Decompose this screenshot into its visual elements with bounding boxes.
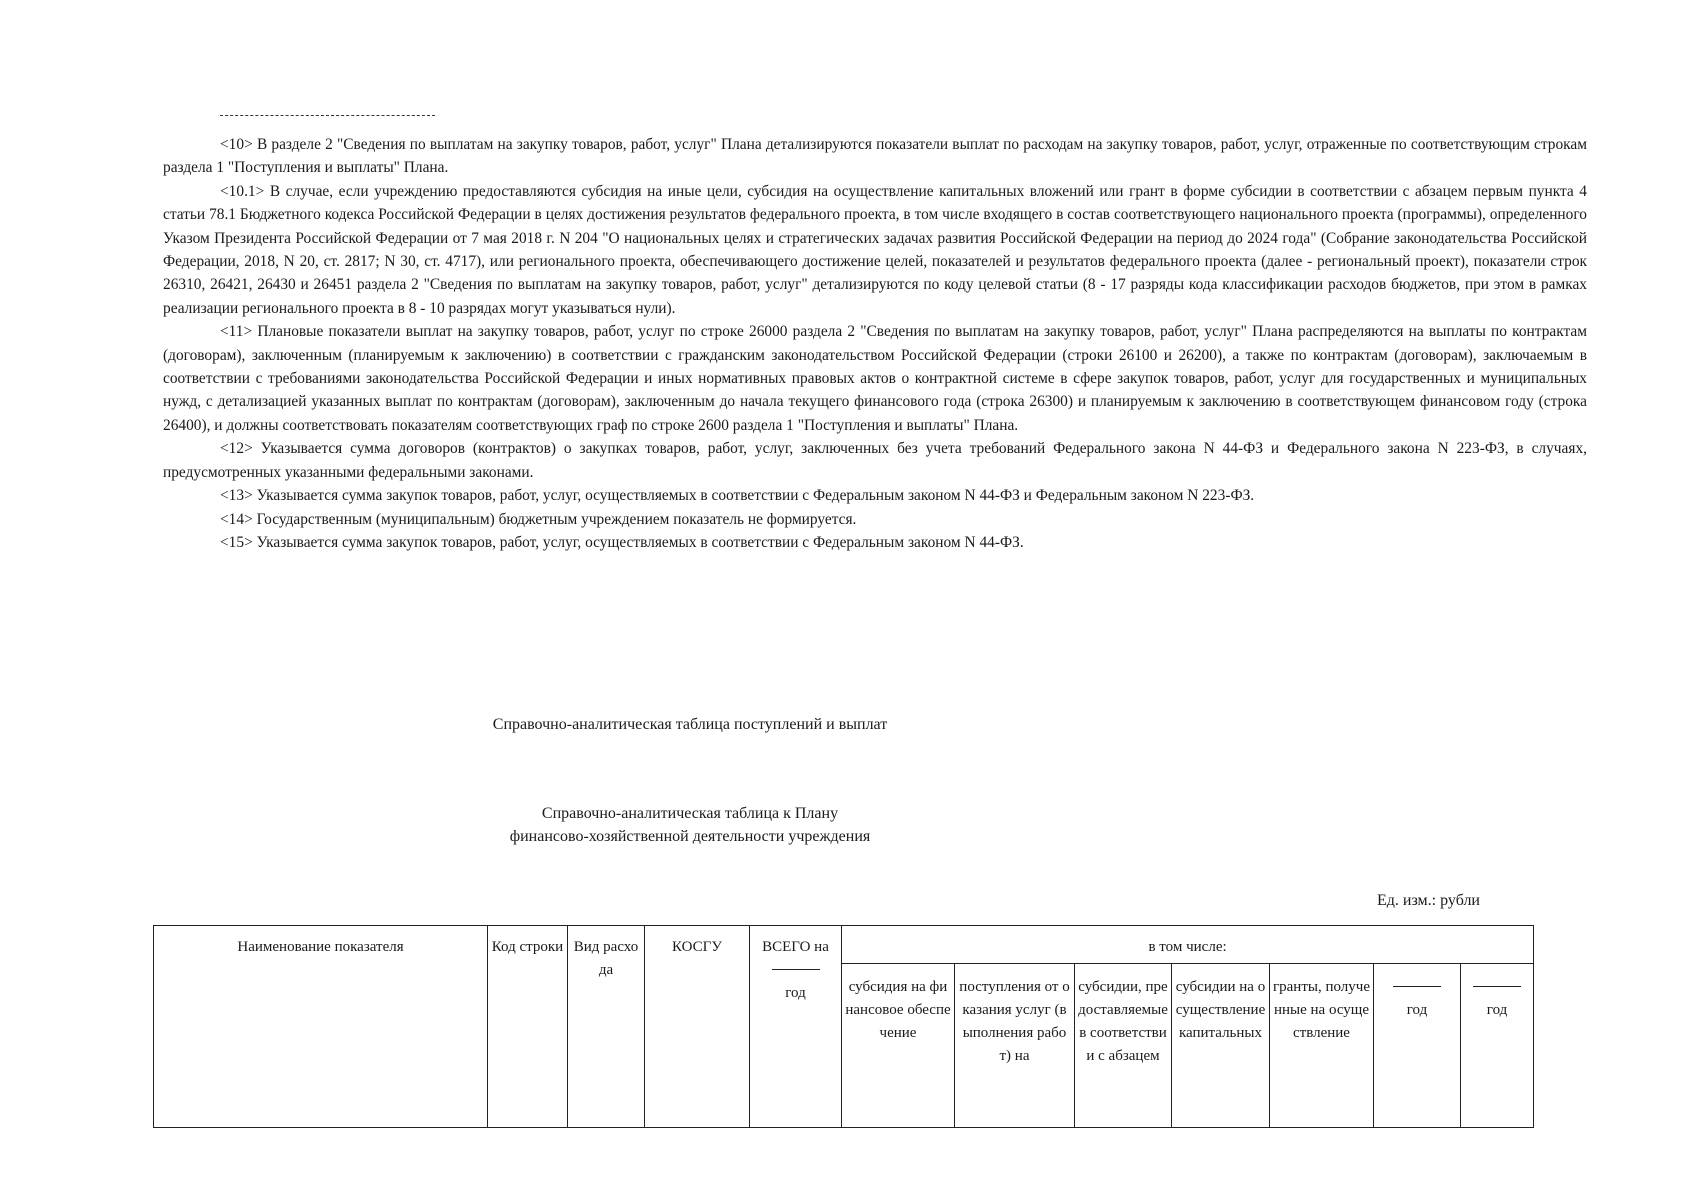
units-label: Ед. изм.: рубли: [1376, 892, 1480, 909]
header-grants: гранты, полученные на осуществление: [1270, 964, 1374, 1128]
header-year-1: [1374, 964, 1461, 1128]
year-blank: [1473, 986, 1521, 987]
header-including: в том числе:: [842, 926, 1534, 964]
table-title: [0, 802, 1380, 848]
footnote-11: <11> Плановые показатели выплат на закупку товаров, работ, услуг по строке 26000 раздела 2 "Сведения по выплатам на закупку товаров, работ, услуг" Плана распределяются на выплаты по контрактам (договорам), заключенным (планируемым к заключению) в соответствии с гражданским законодательством Российской Федерации (строки 26100 и 26200), а также по контрактам (договорам), заключаемым в соответствии с требованиями законодательства Российской Федерации и иных нормативных правовых актов о контрактной системе в сфере закупок товаров, работ, услуг для государственных и муниципальных нужд, с детализацией указанных выплат по контрактам (договорам), заключенным до начала текущего финансового года (строка 26300) и планируемым к заключению в соответствующем финансовом году (строка 26400), и должны соответствовать показателям соответствующих граф по строке 2600 раздела 1 "Поступления и выплаты" Плана.: [163, 323, 1587, 434]
header-line-code: Код строки: [488, 926, 568, 1128]
header-total-year: год: [785, 985, 806, 1001]
header-expense-type: Вид расхода: [568, 926, 645, 1128]
table-title-line-2: финансово-хозяйственной деятельности учреждения: [509, 828, 871, 845]
table-title-line-1: Справочно-аналитическая таблица к Плану: [541, 805, 839, 822]
footnote-14: <14> Государственным (муниципальным) бюджетным учреждением показатель не формируется.: [220, 510, 857, 528]
header-year-1-label: год: [1406, 1002, 1428, 1018]
footnote-13: <13> Указывается сумма закупок товаров, работ, услуг, осуществляемых в соответствии с Федеральным законом N 44-ФЗ и Федеральным законом N 223-ФЗ.: [220, 487, 1255, 505]
footnotes-block: [163, 133, 1587, 554]
header-subsidy-paragraph: субсидии, предоставляемые в соответствии с абзацем: [1075, 964, 1172, 1128]
footnote-12: <12> Указывается сумма договоров (контрактов) о закупках товаров, работ, услуг, заключенных без учета требований Федерального закона N 44-ФЗ и Федерального закона N 223-ФЗ, в случаях, предусмотренных указанными федеральными законами.: [163, 440, 1587, 481]
reference-table: [153, 925, 1534, 1128]
header-subsidy-capital: субсидии на осуществление капитальных: [1172, 964, 1270, 1128]
header-year-2-label: год: [1486, 1002, 1508, 1018]
header-subsidy-financial: субсидия на финансовое обеспечение: [842, 964, 955, 1128]
footnote-10: <10> В разделе 2 "Сведения по выплатам на закупку товаров, работ, услуг" Плана детализируются показатели выплат по расходам на закупку товаров, работ, услуг, отраженные по соответствующим строкам раздела 1 "Поступления и выплаты" Плана.: [163, 136, 1587, 177]
header-year-2: [1461, 964, 1534, 1128]
footnote-15: <15> Указывается сумма закупок товаров, работ, услуг, осуществляемых в соответствии с Федеральным законом N 44-ФЗ.: [220, 533, 1024, 551]
header-kosgu: КОСГУ: [645, 926, 750, 1128]
footnote-10-1: <10.1> В случае, если учреждению предоставляются субсидия на иные цели, субсидия на осуществление капитальных вложений или грант в форме субсидии в соответствии с абзацем первым пункта 4 статьи 78.1 Бюджетного кодекса Российской Федерации в целях достижения результатов федерального проекта, в том числе входящего в состав соответствующего национального проекта (программы), определенного Указом Президента Российской Федерации от 7 мая 2018 г. N 204 "О национальных целях и стратегических задачах развития Российской Федерации на период до 2024 года" (Собрание законодательства Российской Федерации, 2018, N 20, ст. 2817; N 30, ст. 4717), или регионального проекта, обеспечивающего достижение целей, показателей и результатов федерального проекта (далее - региональный проект), показатели строк 26310, 26421, 26430 и 26451 раздела 2 "Сведения по выплатам на закупку товаров, работ, услуг" детализируются по коду целевой статьи (8 - 17 разряды кода классификации расходов бюджетов, при этом в рамках реализации регионального проекта в 8 - 10 разрядах могут указываться нули).: [163, 182, 1587, 317]
header-indicator-name: Наименование показателя: [154, 926, 488, 1128]
section-title: Справочно-аналитическая таблица поступлений и выплат: [492, 716, 888, 733]
header-total: [750, 926, 842, 1128]
header-total-label: ВСЕГО на: [762, 939, 829, 955]
year-blank: [772, 969, 820, 970]
header-income-services: поступления от оказания услуг (выполнения работ) на: [955, 964, 1075, 1128]
footnote-separator: [220, 115, 435, 116]
year-blank: [1393, 986, 1441, 987]
